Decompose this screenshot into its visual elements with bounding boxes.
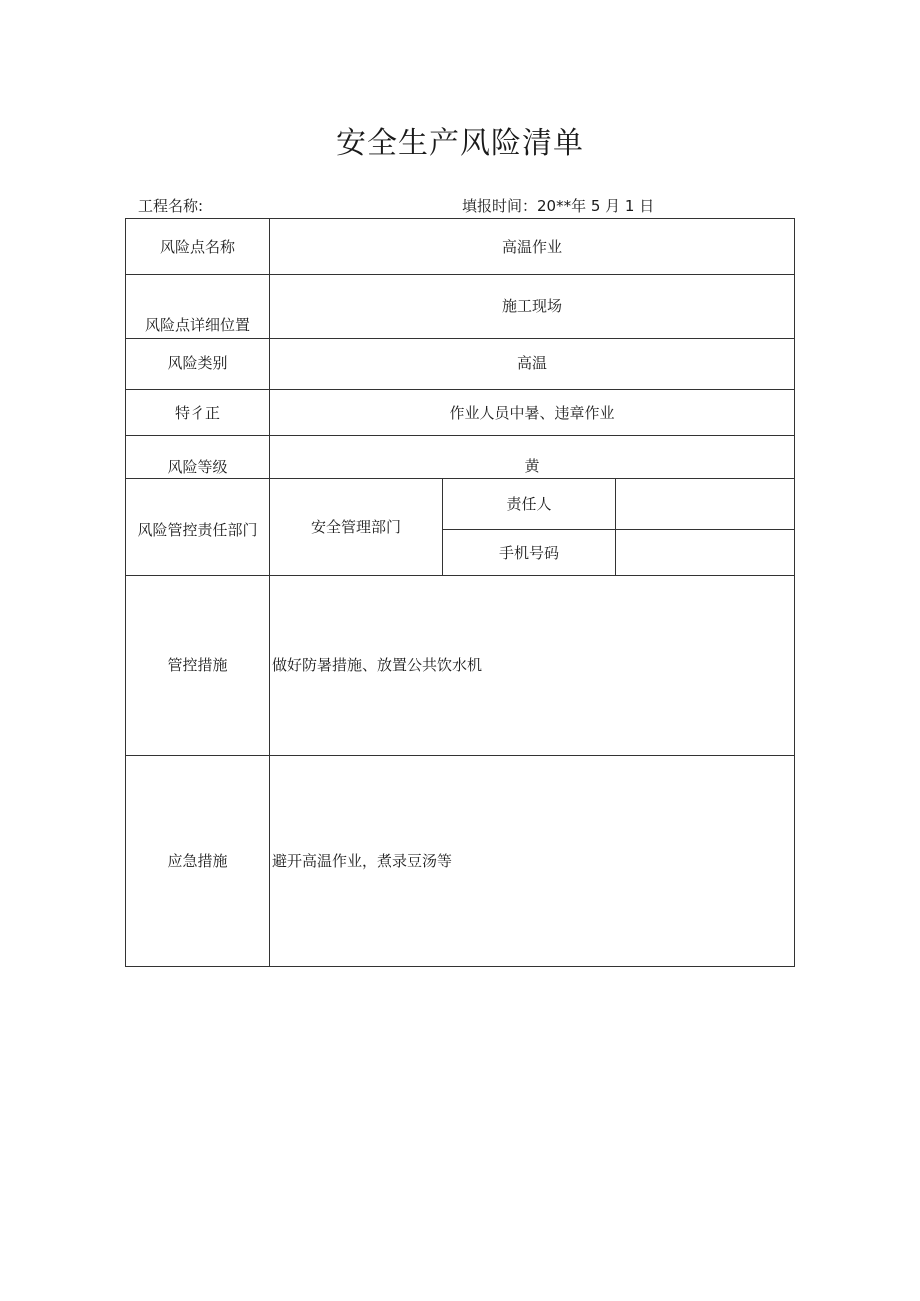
page-title: 安全生产风险清单 xyxy=(336,126,584,161)
phone-label: 手机号码 xyxy=(498,544,559,562)
level-value: 黄 xyxy=(524,457,540,475)
person-label: 责任人 xyxy=(506,495,552,513)
fill-date: 填报时间：20**年 5 月 1 日 xyxy=(462,197,655,215)
risk-name-label: 风险点名称 xyxy=(159,238,235,256)
column-divider xyxy=(615,478,616,575)
responsibility-label: 风险管控责任部门 xyxy=(137,521,258,539)
category-value: 高温 xyxy=(516,354,547,372)
emergency-value: 避开高温作业，煮录豆汤等 xyxy=(272,852,453,870)
category-label: 风险类别 xyxy=(167,354,228,372)
row-divider xyxy=(126,274,794,275)
control-label: 管控措施 xyxy=(167,656,228,674)
department-value: 安全管理部门 xyxy=(310,518,401,536)
control-value: 做好防暑措施、放置公共饮水机 xyxy=(272,656,483,674)
row-divider xyxy=(442,529,794,530)
risk-list-table xyxy=(125,218,795,967)
location-label: 风险点详细位置 xyxy=(144,316,250,334)
row-divider xyxy=(126,575,794,576)
feature-value: 作业人员中暑、违章作业 xyxy=(449,404,615,422)
column-divider xyxy=(269,219,270,966)
row-divider xyxy=(126,478,794,479)
row-divider xyxy=(126,389,794,390)
row-divider xyxy=(126,435,794,436)
project-name-label: 工程名称: xyxy=(138,197,204,215)
risk-name-value: 高温作业 xyxy=(501,238,562,256)
emergency-label: 应急措施 xyxy=(167,852,228,870)
location-value: 施工现场 xyxy=(501,297,562,315)
row-divider xyxy=(126,755,794,756)
level-label: 风险等级 xyxy=(167,458,228,476)
feature-label: 特彳正 xyxy=(174,404,220,422)
row-divider xyxy=(126,338,794,339)
